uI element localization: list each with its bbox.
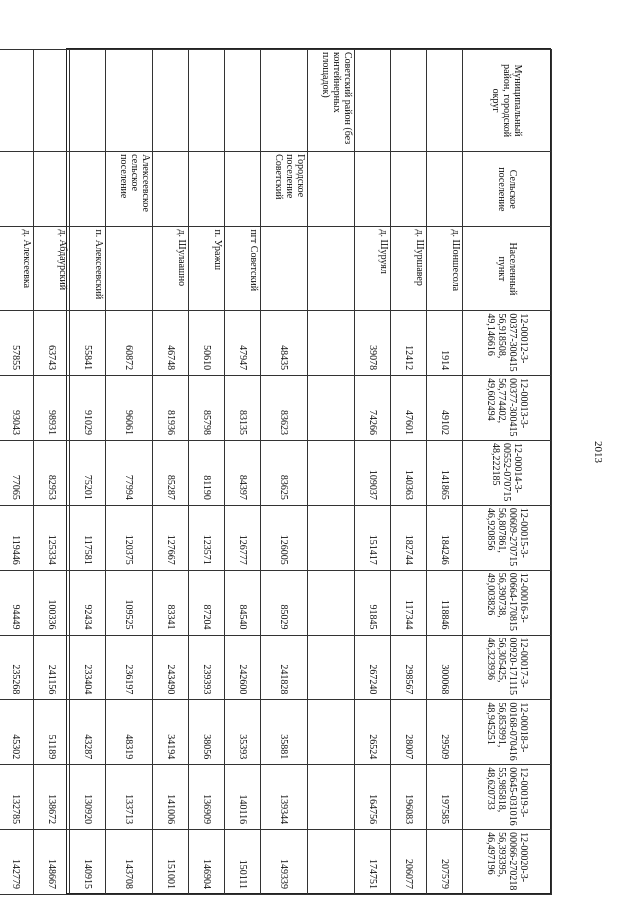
cell-value: 151417 (355, 505, 391, 570)
cell-value: 84540 (225, 570, 261, 635)
cell-settlement: Городское поселение Советский (261, 152, 308, 227)
cell-value: 1914 (427, 311, 463, 376)
cell-value: 85287 (153, 441, 189, 506)
cell-value: 184246 (427, 505, 463, 570)
table-row (70, 50, 106, 895)
header-column-6: 12-00017-3-00920-171115 56,305425, 46,323936 (463, 635, 552, 700)
table-row (308, 50, 355, 895)
header-column-7: 12-00018-3-00168-070416 56,853991, 48,945251 (463, 700, 552, 765)
cell-value: 35881 (261, 700, 308, 765)
cell-value: 182744 (391, 505, 427, 570)
cell-value: 140363 (391, 441, 427, 506)
cell-municipality (153, 50, 189, 152)
distance-table (0, 49, 552, 895)
cell-locality: д. Абдаурский (34, 227, 70, 311)
cell-value: 94449 (0, 570, 34, 635)
header-column-3: 12-00014-3-00552-070715 48,222185 (463, 441, 552, 506)
cell-value: 146904 (189, 830, 225, 895)
cell-value: 239393 (189, 635, 225, 700)
cell-locality: д. Шулаашно (153, 227, 189, 311)
cell-value: 132785 (0, 765, 34, 830)
cell-settlement: Алексеевское сельское поселение (106, 152, 153, 227)
cell-value: 148667 (34, 830, 70, 895)
cell-value: 91029 (70, 376, 106, 441)
cell-value: 63743 (34, 311, 70, 376)
cell-value: 267240 (355, 635, 391, 700)
cell-value: 82953 (34, 441, 70, 506)
cell-municipality (225, 50, 261, 152)
cell-value: 45302 (0, 700, 34, 765)
cell-municipality (427, 50, 463, 152)
table-row (427, 50, 463, 895)
table-row (34, 50, 70, 895)
cell-value: 55841 (70, 311, 106, 376)
cell-value: 83623 (261, 376, 308, 441)
cell-value: 298567 (391, 635, 427, 700)
cell-value: 85798 (189, 376, 225, 441)
cell-value: 197585 (427, 765, 463, 830)
cell-municipality (355, 50, 391, 152)
cell-value: 46748 (153, 311, 189, 376)
cell-value: 35393 (225, 700, 261, 765)
cell-value: 127667 (153, 505, 189, 570)
cell-locality (106, 227, 153, 311)
cell-value: 48435 (261, 311, 308, 376)
cell-value: 26524 (355, 700, 391, 765)
cell-value: 83135 (225, 376, 261, 441)
header-column-2: 12-00013-3-00377-300415 56,774402, 49,602494 (463, 376, 552, 441)
cell-value: 75201 (70, 441, 106, 506)
table-row (355, 50, 391, 895)
cell-value: 60872 (106, 311, 153, 376)
cell-value: 126777 (225, 505, 261, 570)
cell-value: 140915 (70, 830, 106, 895)
cell-value: 109037 (355, 441, 391, 506)
table-row (153, 50, 189, 895)
cell-value: 28007 (391, 700, 427, 765)
cell-settlement (0, 152, 34, 227)
cell-settlement (427, 152, 463, 227)
cell-value: 117581 (70, 505, 106, 570)
cell-value: 83341 (153, 570, 189, 635)
cell-value: 100336 (34, 570, 70, 635)
table-row (391, 50, 427, 895)
cell-value: 74266 (355, 376, 391, 441)
cell-value: 43287 (70, 700, 106, 765)
cell-value: 233404 (70, 635, 106, 700)
cell-value: 92434 (70, 570, 106, 635)
table-row (225, 50, 261, 895)
cell-value (308, 635, 355, 700)
cell-locality: д. Шуршавер (391, 227, 427, 311)
cell-value: 235268 (0, 635, 34, 700)
cell-value: 123571 (189, 505, 225, 570)
table-header (463, 50, 552, 895)
cell-value (308, 376, 355, 441)
cell-value (308, 700, 355, 765)
cell-municipality (106, 50, 153, 152)
cell-value (308, 570, 355, 635)
cell-value: 57855 (0, 311, 34, 376)
cell-value: 48319 (106, 700, 153, 765)
cell-value: 38056 (189, 700, 225, 765)
cell-settlement (355, 152, 391, 227)
cell-settlement (153, 152, 189, 227)
header-locality: Населенный пункт (463, 227, 552, 311)
cell-value: 174751 (355, 830, 391, 895)
cell-value: 141865 (427, 441, 463, 506)
cell-value: 206077 (391, 830, 427, 895)
cell-value: 164756 (355, 765, 391, 830)
cell-locality: д. Шоншесола (427, 227, 463, 311)
cell-value: 29509 (427, 700, 463, 765)
cell-settlement (34, 152, 70, 227)
cell-value: 117344 (391, 570, 427, 635)
cell-value: 51189 (34, 700, 70, 765)
cell-value: 241156 (34, 635, 70, 700)
cell-value (308, 765, 355, 830)
cell-value (308, 830, 355, 895)
cell-value (308, 505, 355, 570)
cell-locality: п. Алексеевский (70, 227, 106, 311)
table-row (261, 50, 308, 895)
cell-value: 109525 (106, 570, 153, 635)
cell-value: 242600 (225, 635, 261, 700)
cell-value: 81190 (189, 441, 225, 506)
cell-municipality (261, 50, 308, 152)
rotated-table-wrapper (10, 49, 552, 895)
cell-value: 126005 (261, 505, 308, 570)
cell-settlement (225, 152, 261, 227)
cell-value: 139344 (261, 765, 308, 830)
cell-locality (261, 227, 308, 311)
cell-value: 243490 (153, 635, 189, 700)
cell-value: 77994 (106, 441, 153, 506)
cell-value: 125334 (34, 505, 70, 570)
cell-municipality (189, 50, 225, 152)
header-settlement: Сельское поселение (463, 152, 552, 227)
cell-value: 236197 (106, 635, 153, 700)
cell-value (308, 441, 355, 506)
table-row (0, 50, 34, 895)
cell-value: 96061 (106, 376, 153, 441)
cell-value: 143708 (106, 830, 153, 895)
header-municipality: Муниципальный район, городской округ (463, 50, 552, 152)
cell-value: 85029 (261, 570, 308, 635)
table-row (106, 50, 153, 895)
cell-value: 98931 (34, 376, 70, 441)
cell-municipality (0, 50, 34, 152)
header-column-8: 12-00019-3-00645-031016 55,985818, 48,620733 (463, 765, 552, 830)
cell-value: 119446 (0, 505, 34, 570)
cell-settlement (308, 152, 355, 227)
cell-value: 12412 (391, 311, 427, 376)
cell-municipality (70, 50, 106, 152)
cell-settlement (391, 152, 427, 227)
cell-value: 140116 (225, 765, 261, 830)
cell-value: 47601 (391, 376, 427, 441)
cell-value: 118846 (427, 570, 463, 635)
cell-value: 84397 (225, 441, 261, 506)
header-column-5: 12-00016-3-00664-170815 56,390738, 49,003826 (463, 570, 552, 635)
cell-locality (308, 227, 355, 311)
cell-value: 138672 (34, 765, 70, 830)
cell-settlement (189, 152, 225, 227)
cell-locality: п. Уражш (189, 227, 225, 311)
header-column-1: 12-00012-3-00377-300415 56,918508, 49,146616 (463, 311, 552, 376)
cell-value: 142779 (0, 830, 34, 895)
cell-value: 81936 (153, 376, 189, 441)
cell-value: 77065 (0, 441, 34, 506)
header-column-4: 12-00015-3-00609-270715 56,807861, 46,920856 (463, 505, 552, 570)
cell-locality: пгт Советский (225, 227, 261, 311)
header-column-9: 12-00020-3-00066-270218 56,393395, 46,497196 (463, 830, 552, 895)
cell-value: 207579 (427, 830, 463, 895)
cell-value: 150111 (225, 830, 261, 895)
cell-value: 241828 (261, 635, 308, 700)
header-row (463, 50, 552, 895)
cell-value (308, 311, 355, 376)
document-sheet (10, 48, 551, 894)
cell-value: 130920 (70, 765, 106, 830)
cell-value: 141006 (153, 765, 189, 830)
cell-value: 87204 (189, 570, 225, 635)
page-number: 2013 (592, 441, 604, 463)
cell-municipality (391, 50, 427, 152)
cell-value: 47947 (225, 311, 261, 376)
cell-value: 91845 (355, 570, 391, 635)
cell-value: 196083 (391, 765, 427, 830)
cell-value: 49102 (427, 376, 463, 441)
cell-locality: д. Алексеевка (0, 227, 34, 311)
cell-value: 133713 (106, 765, 153, 830)
cell-municipality: Советский район (без контейнерных площадок) (308, 50, 355, 152)
table-row (189, 50, 225, 895)
cell-value: 300068 (427, 635, 463, 700)
cell-value: 136909 (189, 765, 225, 830)
cell-value: 93043 (0, 376, 34, 441)
cell-locality: д. Шуруял (355, 227, 391, 311)
cell-value: 149339 (261, 830, 308, 895)
cell-value: 50610 (189, 311, 225, 376)
cell-settlement (70, 152, 106, 227)
cell-value: 34194 (153, 700, 189, 765)
table-body (0, 50, 463, 895)
cell-value: 151001 (153, 830, 189, 895)
cell-value: 39078 (355, 311, 391, 376)
cell-value: 83625 (261, 441, 308, 506)
cell-value: 120375 (106, 505, 153, 570)
cell-municipality (34, 50, 70, 152)
